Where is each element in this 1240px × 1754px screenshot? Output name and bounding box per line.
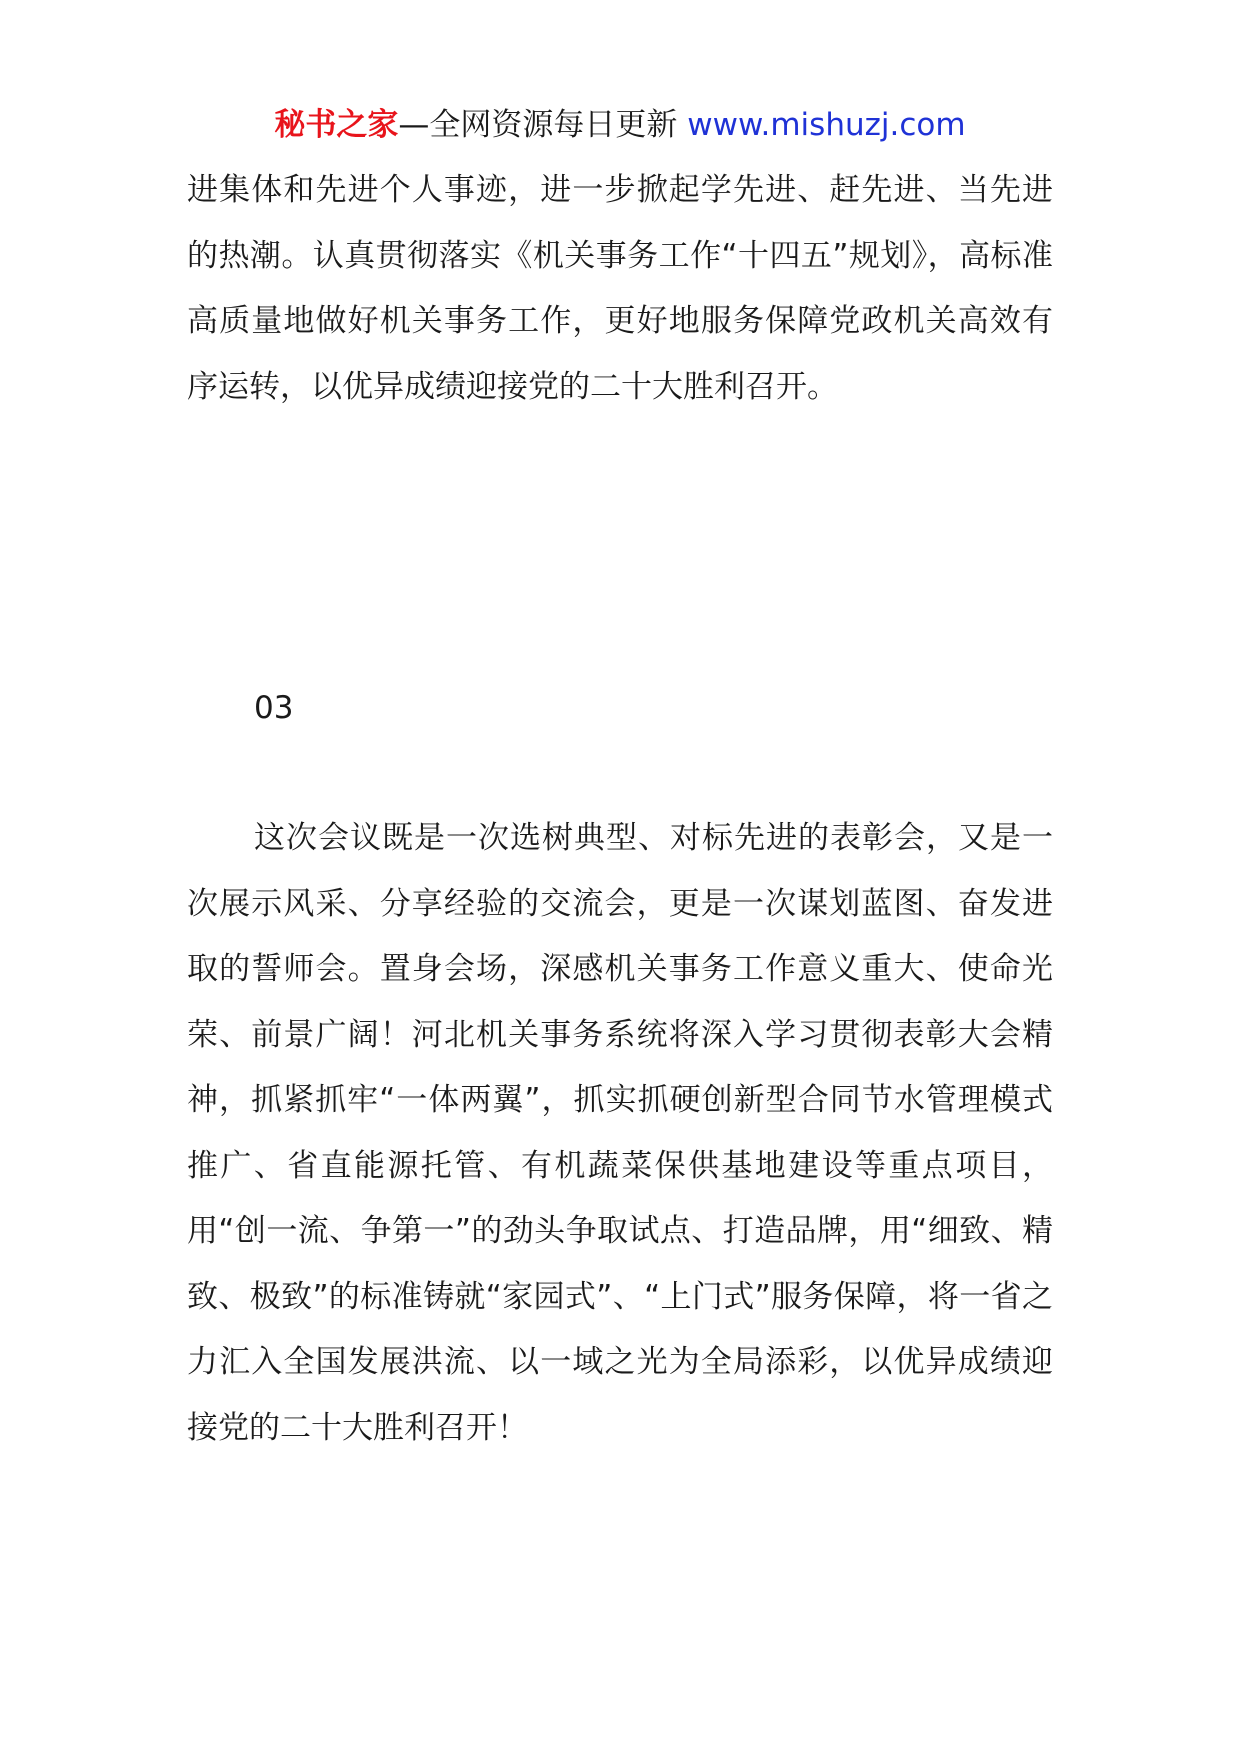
paragraph-continued: 进集体和先进个人事迹，进一步掀起学先进、赶先进、当先进的热潮。认真贯彻落实《机关事务工作“十四五”规划》，高标准高质量地做好机关事务工作，更好地服务保障党政机关高效有序运转，以优异成绩迎接党的二十大胜利召开。 — [187, 172, 1053, 405]
section-number: 03 — [254, 690, 294, 726]
paragraph-2: 这次会议既是一次选树典型、对标先进的表彰会，又是一次展示风采、分享经验的交流会，更是一次谋划蓝图、奋发进取的誓师会。置身会场，深感机关事务工作意义重大、使命光荣、前景广阔！河北机关事务系统将深入学习贯彻表彰大会精神，抓紧抓牢“一体两翼”，抓实抓硬创新型合同节水管理模式推广、省直能源托管、有机蔬菜保供基地建设等重点项目，用“创一流、争第一”的劲头争取试点、打造品牌，用“细致、精致、极致”的标准铸就“家园式”、“上门式”服务保障，将一省之力汇入全国发展洪流、以一域之光为全局添彩，以优异成绩迎接党的二十大胜利召开！ — [187, 820, 1053, 1446]
brand-name: 秘书之家 — [274, 107, 399, 143]
header-url-link[interactable]: www.mishuzj.com — [687, 107, 966, 143]
header-tagline: —全网资源每日更新 — [398, 107, 678, 143]
page-header — [0, 103, 1240, 147]
